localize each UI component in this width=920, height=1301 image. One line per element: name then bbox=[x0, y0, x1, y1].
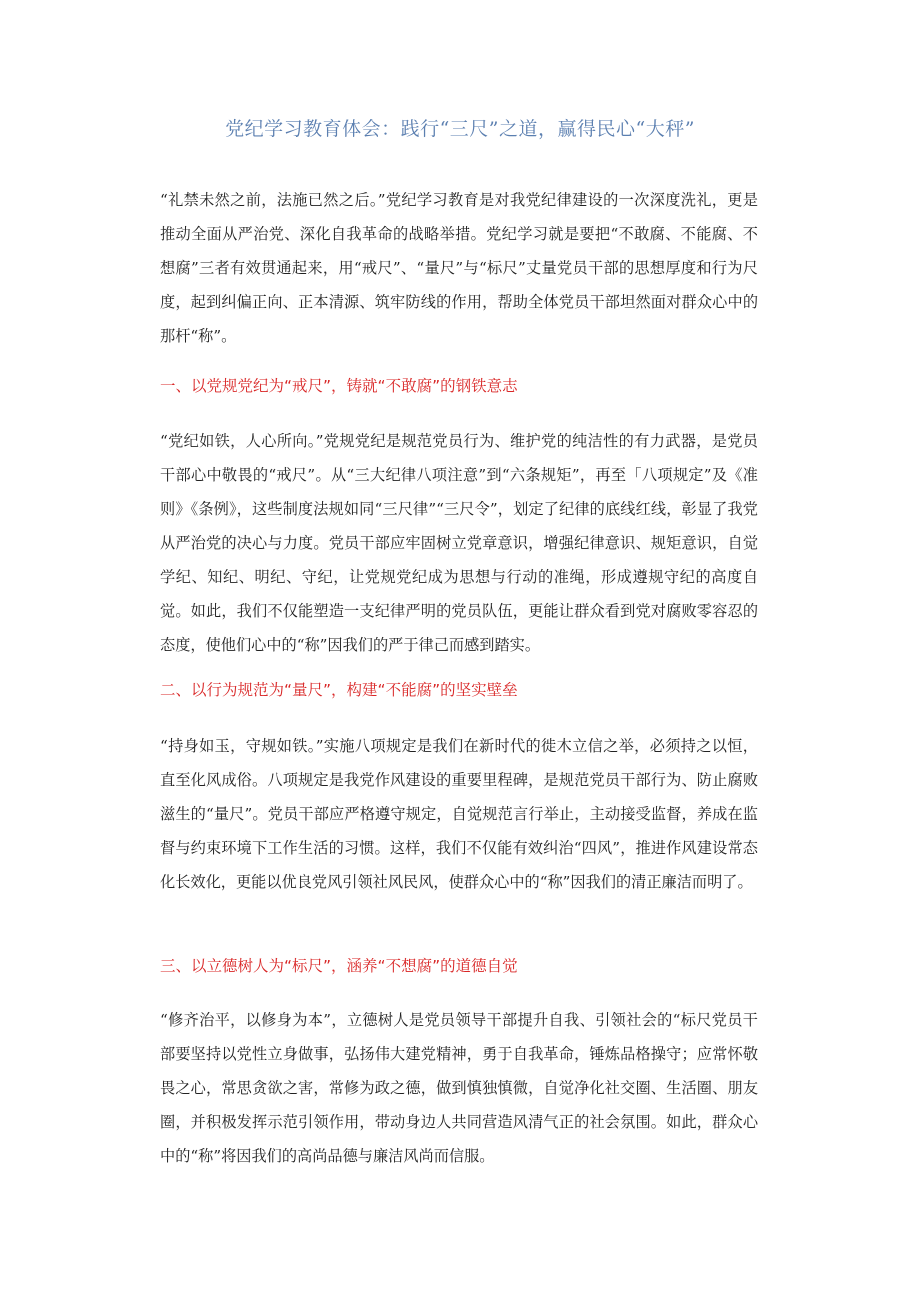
section-1-paragraph: “党纪如铁，人心所向。”党规党纪是规范党员行为、维护党的纯洁性的有力武器，是党员干部心中敬畏的“戒尺”。从“三大纪律八项注意”到“六条规矩”，再至「八项规定”及《准则》《条例》，这些制度法规如同“三尺律”“三尺令”，划定了纪律的底线红线，彰显了我党从严治党的决心与力度。党员干部应牢固树立党章意识，增强纪律意识、规矩意识，自觉学纪、知纪、明纪、守纪，让党规党纪成为思想与行动的准绳，形成遵规守纪的高度自觉。如此，我们不仅能塑造一支纪律严明的党员队伍，更能让群众看到党对腐败零容忍的态度，使他们心中的“称”因我们的严于律己而感到踏实。 bbox=[160, 432, 758, 654]
section-3-heading: 三、以立德树人为“标尺”，涵养“不想腐”的道德自觉 bbox=[160, 957, 518, 975]
section-3-paragraph: “修齐治平，以修身为本”，立德树人是党员领导干部提升自我、引领社会的“标尺党员干部要坚持以党性立身做事，弘扬伟大建党精神，勇于自我革命，锤炼品格操守；应常怀敬畏之心，常思贪欲之害，常修为政之德，做到慎独慎微，自觉净化社交圈、生活圈、朋友圈，并积极发挥示范引领作用，带动身边人共同营造风清气正的社会氛围。如此，群众心中的“称”将因我们的高尚品德与廉洁风尚而信服。 bbox=[160, 1011, 758, 1165]
section-2-heading: 二、以行为规范为“量尺”，构建“不能腐”的坚实壁垒 bbox=[160, 681, 518, 699]
section-1-heading: 一、以党规党纪为“戒尺”，铸就“不敢腐”的钢铁意志 bbox=[160, 377, 518, 395]
intro-paragraph: “礼禁未然之前，法施已然之后。”党纪学习教育是对我党纪律建设的一次深度洗礼，更是推动全面从严治党、深化自我革命的战略举措。党纪学习就是要把“不敢腐、不能腐、不想腐”三者有效贯通起来，用“戒尺”、“量尺”与“标尺”丈量党员干部的思想厚度和行为尺度，起到纠偏正向、正本清源、筑牢防线的作用，帮助全体党员干部坦然面对群众心中的那杆“称”。 bbox=[160, 191, 758, 345]
document-title: 党纪学习教育体会：践行“三尺”之道，赢得民心“大秤” bbox=[225, 118, 695, 140]
section-2-paragraph: “持身如玉，守规如铁。”实施八项规定是我们在新时代的徙木立信之举，必须持之以恒，直至化风成俗。八项规定是我党作风建设的重要里程碑，是规范党员干部行为、防止腐败滋生的“量尺”。党员干部应严格遵守规定，自觉规范言行举止，主动接受监督，养成在监督与约束环境下工作生活的习惯。这样，我们不仅能有效纠治“四风”，推进作风建设常态化长效化，更能以优良党风引领社风民风，使群众心中的“称”因我们的清正廉洁而明了。 bbox=[160, 737, 758, 891]
